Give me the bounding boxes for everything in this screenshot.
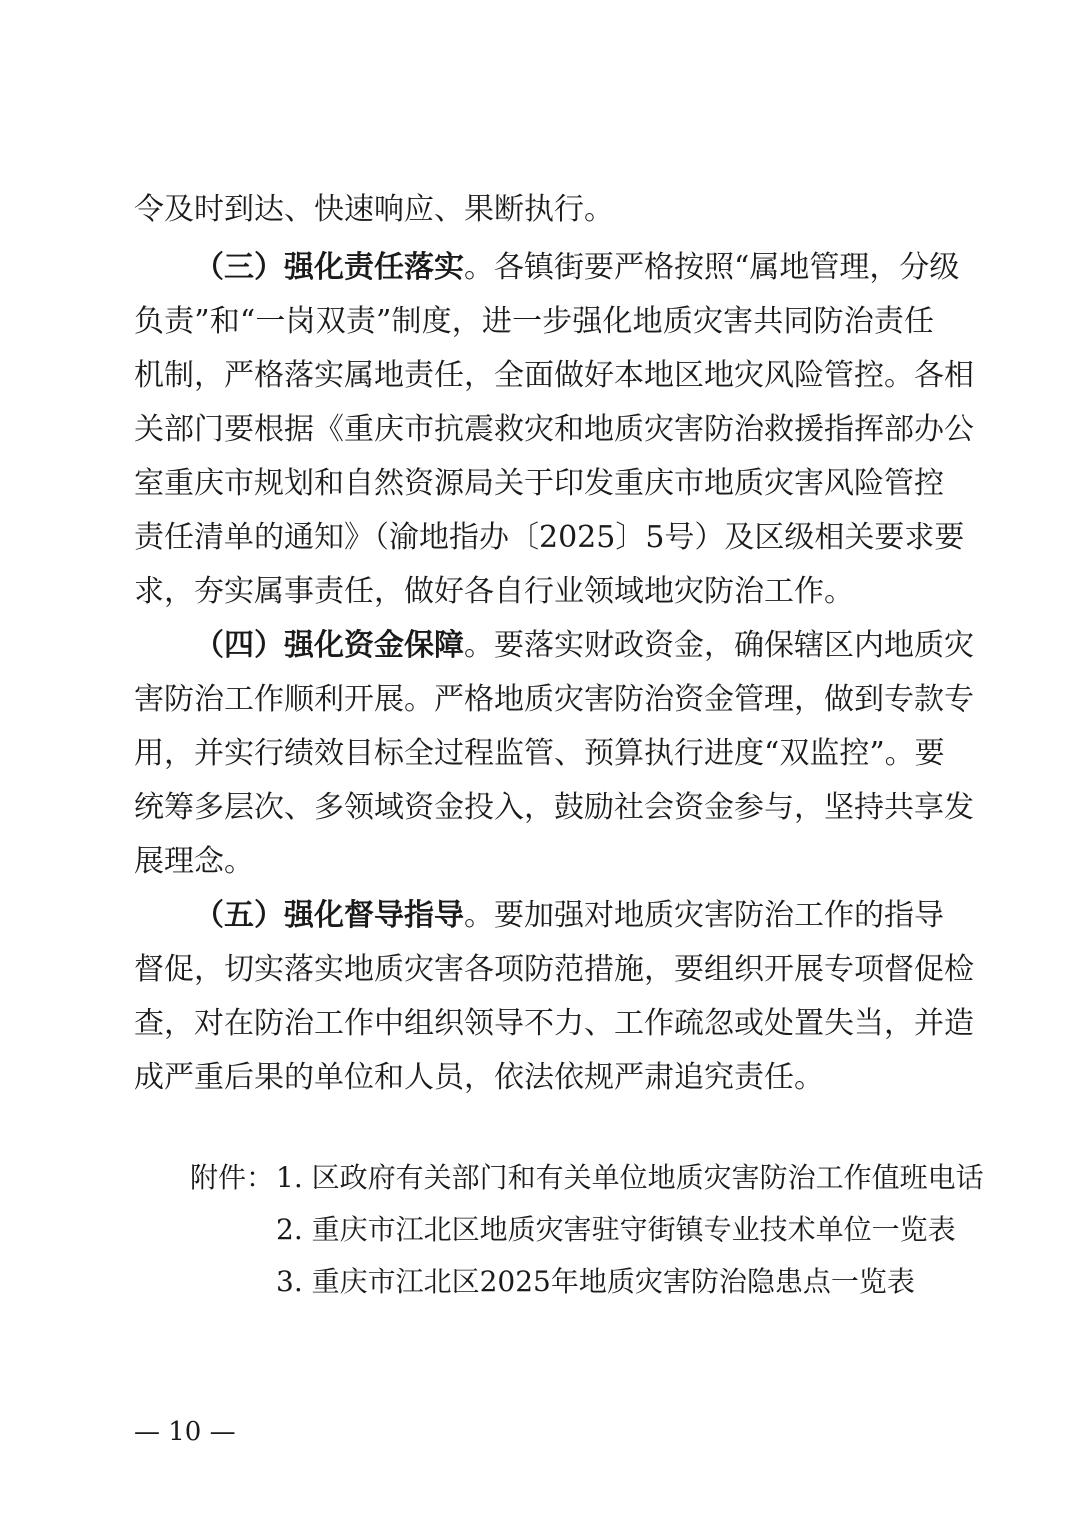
paragraph-continuation: 令及时到达、快速响应、果断执行。 — [134, 192, 614, 227]
paragraph-3-line-2: 负责”和“一岗双责”制度，进一步强化地质灾害共同防治责任 — [134, 304, 934, 339]
paragraph-3-line-1 — [194, 250, 960, 286]
paragraph-5-line-2: 督促，切实落实地质灾害各项防范措施，要组织开展专项督促检 — [134, 952, 974, 987]
paragraph-5-line-3: 查，对在防治工作中组织领导不力、工作疏忽或处置失当，并造 — [134, 1006, 974, 1041]
paragraph-4-line-2: 害防治工作顺利开展。严格地质灾害防治资金管理，做到专款专 — [134, 682, 974, 717]
attachment-item-2: 2. 重庆市江北区地质灾害驻守街镇专业技术单位一览表 — [276, 1213, 956, 1246]
attachments-label: 附件： — [190, 1161, 275, 1194]
paragraph-4-line-1 — [194, 628, 974, 664]
paragraph-4-heading: （四）强化资金保障 — [194, 628, 464, 663]
paragraph-4-text: 。要落实财政资金，确保辖区内地质灾 — [464, 628, 974, 663]
paragraph-3-text: 。各镇街要严格按照“属地管理，分级 — [464, 250, 960, 285]
page-number: — 10 — — [134, 1417, 236, 1447]
paragraph-5-line-4: 成严重后果的单位和人员，依法依规严肃追究责任。 — [134, 1060, 824, 1095]
paragraph-5-text: 。要加强对地质灾害防治工作的指导 — [464, 898, 944, 933]
paragraph-3-heading: （三）强化责任落实 — [194, 250, 464, 285]
paragraph-3-line-6: 责任清单的通知》（渝地指办〔2025〕5号）及区级相关要求要 — [134, 520, 965, 555]
paragraph-4-line-5: 展理念。 — [134, 844, 254, 879]
paragraph-4-line-4: 统筹多层次、多领域资金投入，鼓励社会资金参与，坚持共享发 — [134, 790, 974, 825]
paragraph-5-heading: （五）强化督导指导 — [194, 898, 464, 933]
paragraph-3-line-5: 室重庆市规划和自然资源局关于印发重庆市地质灾害风险管控 — [134, 466, 944, 501]
paragraph-3-line-3: 机制，严格落实属地责任，全面做好本地区地灾风险管控。各相 — [134, 358, 974, 393]
paragraph-5-line-1 — [194, 898, 944, 934]
paragraph-4-line-3: 用，并实行绩效目标全过程监管、预算执行进度“双监控”。要 — [134, 736, 945, 771]
paragraph-3-line-4: 关部门要根据《重庆市抗震救灾和地质灾害防治救援指挥部办公 — [134, 412, 974, 447]
paragraph-3-line-7: 求，夯实属事责任，做好各自行业领域地灾防治工作。 — [134, 574, 854, 609]
attachment-item-1: 1. 区政府有关部门和有关单位地质灾害防治工作值班电话 — [276, 1161, 984, 1194]
attachment-item-3: 3. 重庆市江北区2025年地质灾害防治隐患点一览表 — [276, 1265, 915, 1298]
